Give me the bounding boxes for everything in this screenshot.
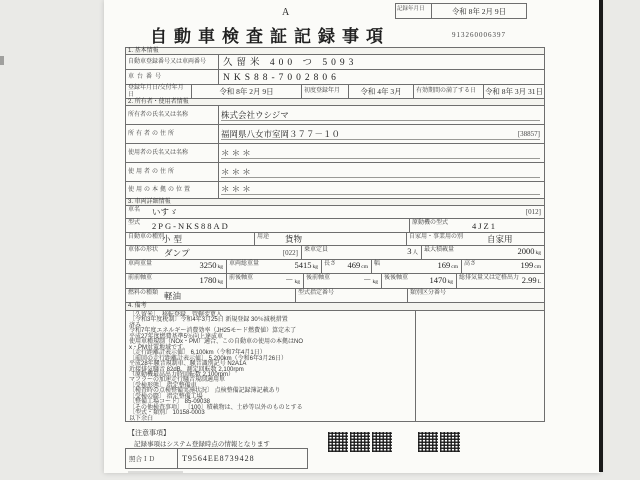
car-name-row <box>125 205 545 219</box>
qr-code-icon <box>440 432 460 452</box>
plate-value: 久留米 400 つ 5093 <box>223 58 358 68</box>
base-location-label: 使用の本拠の位置 <box>128 186 193 193</box>
axle-ff-label: 前前軸重 <box>128 275 153 281</box>
page-mark: A <box>282 7 290 18</box>
remark-line: 〔令和3年度税制〕令和4年3月25日 新規登録 30％減税措置 <box>129 317 288 324</box>
width-cell <box>371 260 461 273</box>
section1-heading: 1. 基本情報 <box>125 47 545 55</box>
remark-line: 〔検査時の点検整備実施状況〕 点検整備記録簿記載あり <box>129 388 281 395</box>
weight-row <box>125 259 545 274</box>
reg-date-value: 令和 8年 2月 9日 <box>191 85 301 98</box>
remark-line: 〔久留米〕、移転登録、管轄変更入 <box>129 312 223 318</box>
use-label: 用途 <box>257 234 270 240</box>
remark-line: マフラーの加速走行騒音規制適用車 <box>129 377 226 384</box>
remark-line: 以下余白 <box>129 415 154 421</box>
remarks-text-area <box>126 311 416 421</box>
axle-rr-unit: kg <box>447 279 453 285</box>
expiry-label: 有効期間の満了する日 <box>413 85 483 98</box>
length-label: 長さ <box>324 261 337 267</box>
vehicle-weight-label: 車両重量 <box>128 261 153 267</box>
type-number-label: 型式指定番号 <box>298 290 335 296</box>
kind-cell <box>126 233 254 245</box>
length-unit: cm <box>361 264 368 270</box>
owner-address-row <box>125 124 545 144</box>
kind-row <box>125 232 545 246</box>
private-business-label: 自家用・事業用の別 <box>409 234 464 240</box>
reference-id-value: T9564EE8739428 <box>182 454 255 463</box>
axle-rf-unit: kg <box>372 279 378 285</box>
axle-fr-value: － <box>284 275 294 285</box>
displacement-value: 2.99 <box>521 275 537 285</box>
gross-weight-cell <box>226 260 321 273</box>
body-shape-code: [022] <box>282 249 298 257</box>
fuel-cell <box>126 289 295 302</box>
first-reg-value: 令和 4年 3月 <box>348 85 413 98</box>
length-cell <box>321 260 371 273</box>
body-shape-value: ダンプ <box>164 248 190 258</box>
section3-heading: 3. 車両詳細情報 <box>125 198 545 206</box>
base-location-value: ＊ ＊ ＊ <box>221 183 251 194</box>
kind-label: 自動車の種別 <box>128 234 165 240</box>
type-number-cell <box>295 289 407 302</box>
axle-rf-value: － <box>362 275 372 285</box>
displacement-cell <box>456 274 544 288</box>
owner-address-code: [38857] <box>517 129 540 138</box>
payload-unit: kg <box>535 250 541 256</box>
payload-label: 最大積載量 <box>424 247 455 253</box>
model-cell <box>126 219 409 232</box>
qr-code-icon <box>328 432 348 452</box>
base-location-row <box>125 181 545 199</box>
dates-row <box>125 84 545 99</box>
section2-heading: 2. 所有者・使用者情報 <box>125 98 545 106</box>
car-name-code: [012] <box>525 208 541 216</box>
capacity-value: 3 <box>407 246 412 256</box>
axle-rr-label: 後後軸重 <box>384 275 409 281</box>
plate-label: 自動車登録番号又は車両番号 <box>128 58 207 65</box>
first-reg-label: 初度登録年月 <box>301 85 348 98</box>
vin-label: 車台番号 <box>128 73 165 80</box>
document-number: 913260006397 <box>452 31 506 39</box>
remark-line: x・PM対策地域です。 <box>129 344 189 351</box>
displacement-label: 総排気量又は定格出力 <box>459 275 520 281</box>
vehicle-weight-cell <box>126 260 226 273</box>
scan-edge-line <box>599 0 603 472</box>
engine-model-value: 4JZ1 <box>472 221 497 231</box>
fuel-value: 軽油 <box>164 291 182 301</box>
use-cell <box>254 233 406 245</box>
axle-row <box>125 273 545 289</box>
height-value: 199 <box>520 260 534 270</box>
notice-text: 記録事項はシステム登録時点の情報となります <box>134 441 270 448</box>
reference-id-box <box>125 448 308 469</box>
payload-cell <box>421 246 544 259</box>
user-address-row <box>125 162 545 182</box>
qr-code-icon <box>372 432 392 452</box>
axle-fr-unit: kg <box>294 279 300 285</box>
width-label: 幅 <box>374 261 381 267</box>
gross-weight-value: 5415 <box>294 260 312 270</box>
section4-heading: 4. 備考 <box>125 302 545 311</box>
vin-cell <box>218 70 544 84</box>
remark-line: 〔前回の走行距離計表示値〕 5,200km（令和6年3月26日） <box>129 355 288 362</box>
car-name-label: 車名 <box>128 207 141 213</box>
owner-address-cell <box>218 125 544 143</box>
user-address-label: 使用者の住所 <box>128 168 177 175</box>
payload-value: 2000 <box>517 246 535 256</box>
model-value: 2PG-NKS88AD <box>152 221 230 231</box>
capacity-unit: 人 <box>412 250 418 256</box>
gross-weight-unit: kg <box>312 264 318 270</box>
axle-rr-value: 1470 <box>429 275 447 285</box>
width-unit: cm <box>451 264 458 270</box>
axle-fr-label: 前後軸重 <box>229 275 254 281</box>
length-value: 469 <box>347 260 361 270</box>
shape-row <box>125 245 545 260</box>
class-number-label: 類別区分番号 <box>410 290 447 296</box>
reg-date-label: 登録年月日/交付年月日 <box>128 85 184 98</box>
model-row <box>125 218 545 233</box>
qr-code-icon <box>418 432 438 452</box>
scan-artifact <box>128 471 183 473</box>
axle-ff-value: 1780 <box>199 275 217 285</box>
axle-ff-cell <box>126 274 226 288</box>
vin-value: NKS88-7002806 <box>223 73 340 83</box>
gross-weight-label: 車両総重量 <box>229 261 260 267</box>
private-business-value: 自家用 <box>487 234 513 244</box>
remark-line: 近接排気騒音 82dB、測定回転数 2,100rpm <box>129 366 244 373</box>
vehicle-weight-unit: kg <box>217 264 223 270</box>
reference-id-label: 照合ＩＤ <box>126 449 178 468</box>
private-business-cell <box>406 233 544 245</box>
record-date-label: 記録年月日 <box>396 4 432 18</box>
remark-line: 平成27年度燃費基準5％向上達成車 <box>129 333 224 340</box>
record-date-box <box>395 3 527 19</box>
user-address-value: ＊ ＊ ＊ <box>221 166 251 177</box>
remark-line: 〔受検形態〕 指定整備車 <box>129 382 197 389</box>
owner-name-cell <box>218 106 544 124</box>
remarks-empty-area <box>416 311 544 421</box>
owner-address-value: 福岡県八女市室岡３７７－１０ <box>221 128 341 139</box>
remark-line: 〔整備工場コード〕 85-09038 <box>129 399 211 406</box>
qr-code-icon <box>350 432 370 452</box>
displacement-unit: L <box>537 279 541 285</box>
remark-line: 〔受検の際〕 指定整備工場 <box>129 393 203 400</box>
height-label: 高さ <box>464 261 477 267</box>
axle-rf-cell <box>303 274 381 288</box>
vin-row <box>125 69 545 85</box>
owner-name-row <box>125 105 545 125</box>
engine-model-cell <box>409 219 544 232</box>
capacity-label: 乗車定員 <box>304 247 329 253</box>
fuel-row <box>125 288 545 303</box>
user-address-cell <box>218 163 544 181</box>
remark-line: 済み <box>129 322 142 329</box>
use-value: 貨物 <box>285 234 303 244</box>
remark-line: 〔型式・類別〕 10158-0003 <box>129 410 205 417</box>
user-name-value: ＊ ＊ ＊ <box>221 147 251 158</box>
remark-line: 令和7年度エネルギー消費効率（JH25モード燃費値）算定未了 <box>129 328 297 335</box>
user-name-row <box>125 143 545 163</box>
record-date-value: 令和 8年 2月 9日 <box>451 6 507 16</box>
owner-name-label: 所有者の氏名又は名称 <box>128 111 189 118</box>
height-cell <box>461 260 544 273</box>
remark-line: （原動機最高出力時回転数 2,100rpm） <box>129 371 235 378</box>
engine-model-label: 原動機の型式 <box>412 220 449 226</box>
axle-rf-label: 後前軸重 <box>306 275 331 281</box>
model-label: 型式 <box>128 220 141 226</box>
remark-line: 平成28年騒音規制車、騒音識別記号 N2A1A <box>129 361 247 368</box>
owner-name-value: 株式会社ウシジマ <box>221 109 289 120</box>
axle-ff-unit: kg <box>217 279 223 285</box>
remark-line: 〔走行距離計表示値〕 6,100km（令和7年4月1日） <box>129 350 266 357</box>
scan-artifact <box>0 56 4 65</box>
user-name-cell <box>218 144 544 162</box>
height-unit: cm <box>534 264 541 270</box>
plate-row <box>125 54 545 70</box>
body-shape-cell <box>126 246 301 259</box>
owner-address-label: 所有者の住所 <box>128 130 177 137</box>
plate-cell <box>218 55 544 69</box>
page-title: 自動車検査証記録事項 <box>150 27 390 46</box>
remark-line: 使用車種規制（NOx・PM）適合、この自動車の使用の本拠はNO <box>129 339 304 346</box>
car-name-cell <box>126 206 544 218</box>
body-shape-label: 車体の形状 <box>128 247 159 253</box>
fuel-label: 燃料の種類 <box>128 290 159 296</box>
class-number-cell <box>407 289 544 302</box>
user-name-label: 使用者の氏名又は名称 <box>128 149 189 156</box>
car-name-value: いすゞ <box>152 207 178 217</box>
kind-value: 小型 <box>162 234 186 244</box>
capacity-cell <box>301 246 421 259</box>
remarks-box <box>125 310 545 422</box>
notice-heading: 【注意事項】 <box>128 430 170 437</box>
remark-line: 〔その他検査事項〕 〔100〕積載物は、土砂等以外のものとする <box>129 404 303 411</box>
base-location-cell <box>218 182 544 198</box>
axle-rr-cell <box>381 274 456 288</box>
width-value: 169 <box>437 260 451 270</box>
vehicle-weight-value: 3250 <box>199 260 217 270</box>
expiry-value: 令和 8年 3月 31日 <box>484 87 544 96</box>
axle-fr-cell <box>226 274 303 288</box>
